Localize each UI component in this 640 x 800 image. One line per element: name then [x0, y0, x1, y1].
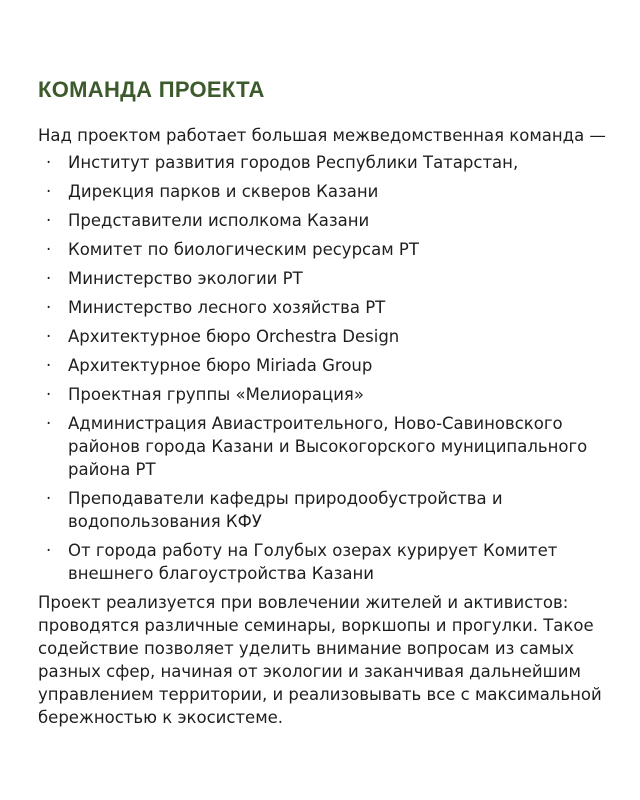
list-item-text: Администрация Авиастроительного, Ново-Савиновского районов города Казани и Высокогорского муниципального района РТ — [68, 414, 588, 479]
list-item — [38, 354, 612, 377]
list-item — [38, 209, 612, 232]
bullet-icon: · — [46, 356, 52, 375]
bullet-icon: · — [46, 541, 52, 560]
list-item — [38, 151, 612, 174]
list-item — [38, 238, 612, 261]
intro-paragraph: Над проектом работает большая межведомственная команда — — [38, 126, 606, 145]
list-item-text: Архитектурное бюро Miriada Group — [68, 356, 373, 375]
bullet-icon: · — [46, 182, 52, 201]
list-item-text: Архитектурное бюро Orchestra Design — [68, 327, 400, 346]
list-item-text: Министерство экологии РТ — [68, 269, 303, 288]
bullet-icon: · — [46, 327, 52, 346]
list-item — [38, 296, 612, 319]
list-item-text: Проектная группы «Мелиорация» — [68, 385, 364, 404]
list-item-text: Преподаватели кафедры природообустройства и водопользования КФУ — [68, 489, 503, 531]
list-item-text: Дирекция парков и скверов Казани — [68, 182, 379, 201]
list-item-text: Институт развития городов Республики Татарстан, — [68, 153, 519, 172]
list-item — [38, 487, 612, 533]
list-item — [38, 325, 612, 348]
bullet-icon: · — [46, 269, 52, 288]
bullet-icon: · — [46, 489, 52, 508]
list-item-text: Министерство лесного хозяйства РТ — [68, 298, 386, 317]
bullet-icon: · — [46, 153, 52, 172]
list-item — [38, 383, 612, 406]
list-item — [38, 412, 612, 481]
bullet-icon: · — [46, 385, 52, 404]
list-item-text: От города работу на Голубых озерах курирует Комитет внешнего благоустройства Казани — [68, 541, 558, 583]
list-item — [38, 539, 612, 585]
bullet-icon: · — [46, 211, 52, 230]
bullet-icon: · — [46, 240, 52, 259]
page-title: КОМАНДА ПРОЕКТА — [38, 77, 265, 102]
list-item — [38, 267, 612, 290]
list-item-text: Комитет по биологическим ресурсам РТ — [68, 240, 419, 259]
list-item — [38, 180, 612, 203]
bullet-icon: · — [46, 414, 52, 433]
bullet-icon: · — [46, 298, 52, 317]
list-item-text: Представители исполкома Казани — [68, 211, 370, 230]
outro-paragraph: Проект реализуется при вовлечении жителей и активистов: проводятся различные семинары, воркшопы и прогулки. Такое содействие позволяет уделить внимание вопросам из самых разных сфер, начиная от экологии и заканчивая дальнейшим управлением территории, и реализовывать все с максимальной бережностью к экосистеме. — [38, 593, 602, 727]
team-list — [38, 151, 612, 585]
